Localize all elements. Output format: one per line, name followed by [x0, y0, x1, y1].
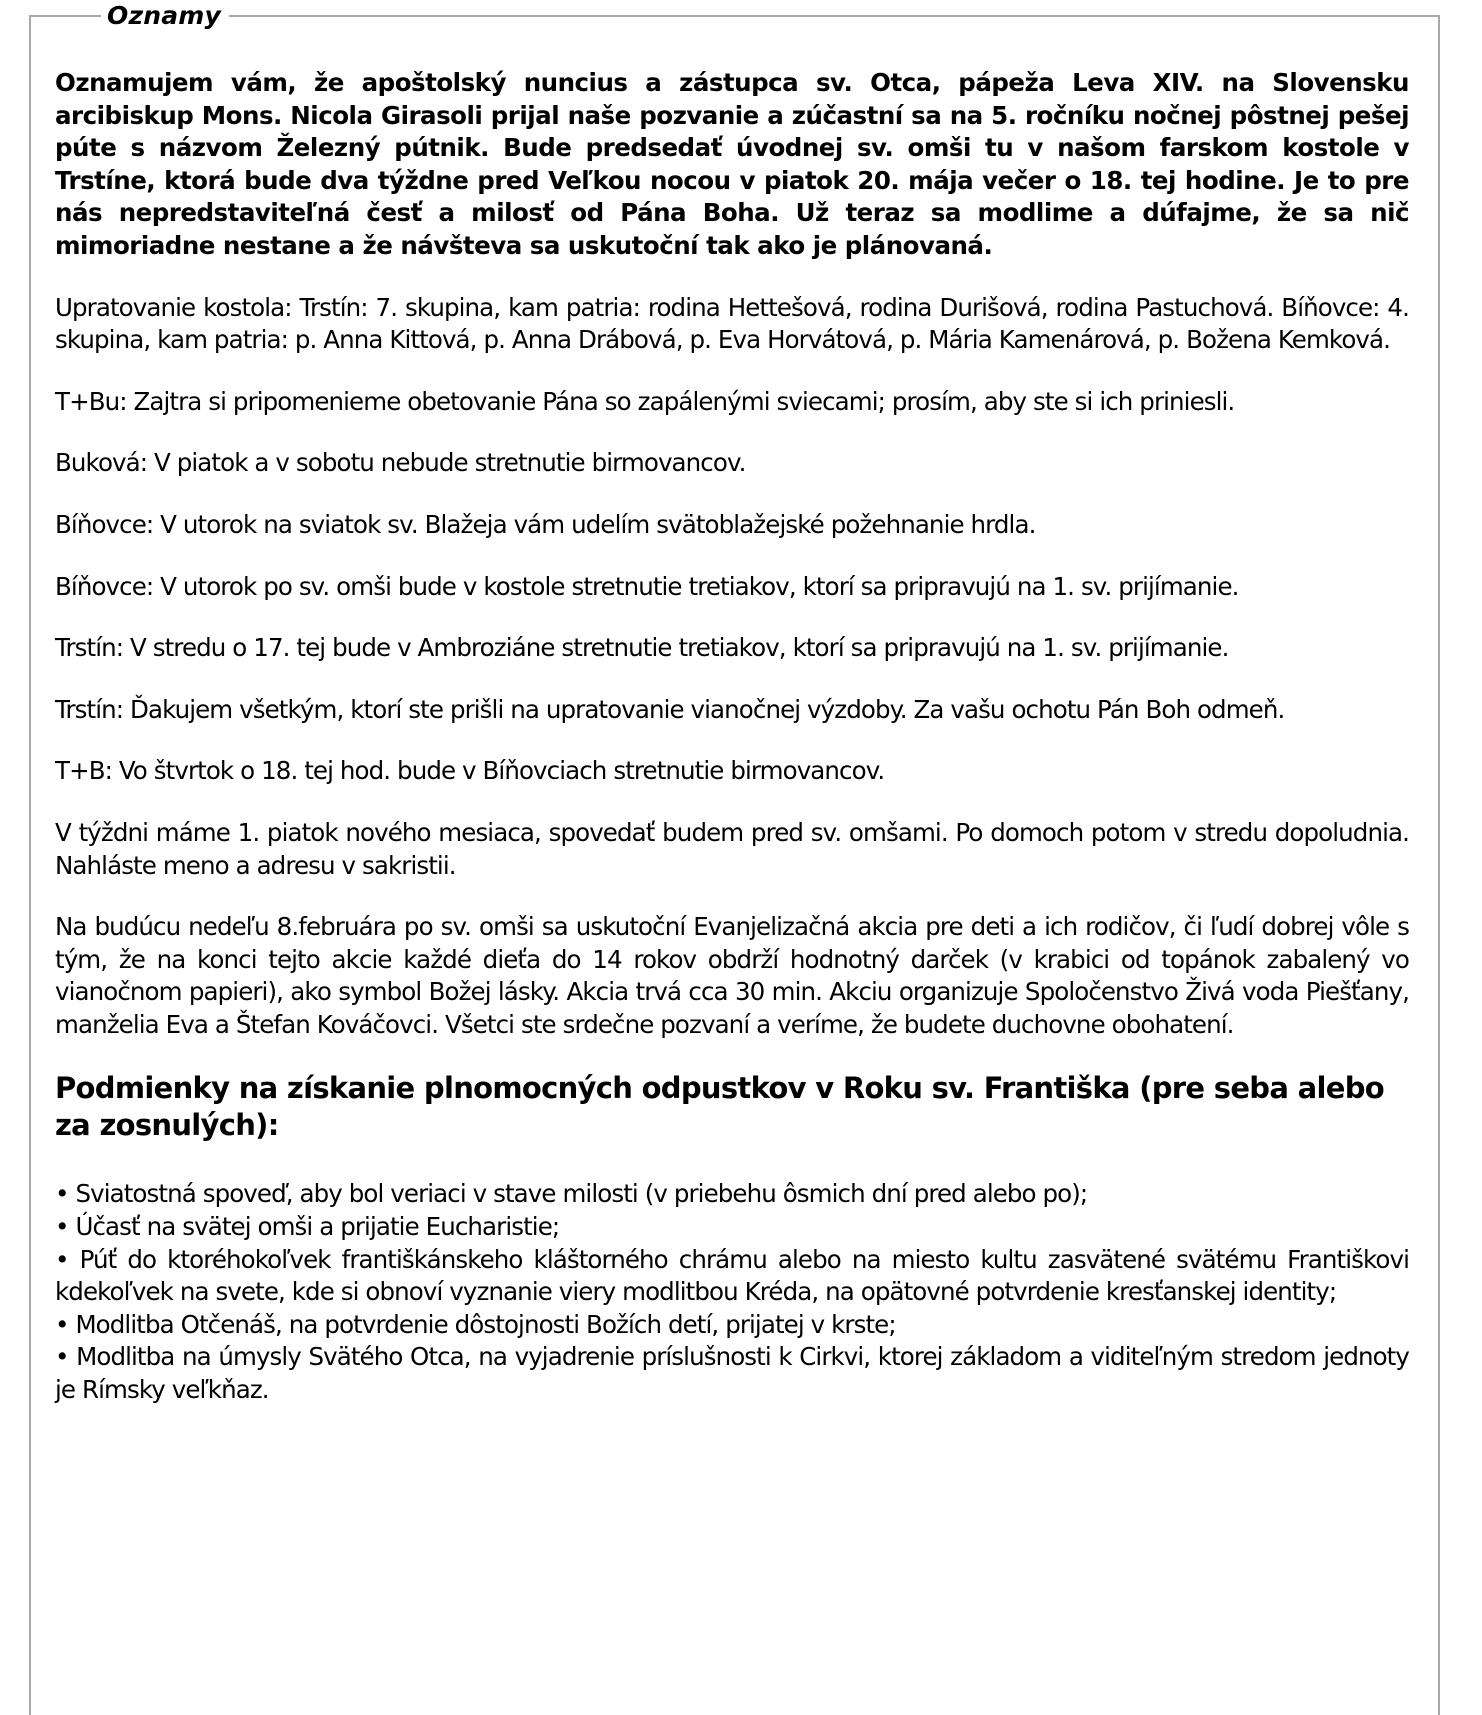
announcement-first-friday: V týždni máme 1. piatok nového mesiaca, spovedať budem pred sv. omšami. Po domoch potom v stredu dopoludnia. Nahláste meno a adresu v sakristii. [55, 817, 1409, 880]
announcement-thanks-decorations: Trstín: Ďakujem všetkým, ktorí ste prišli na upratovanie vianočnej výzdoby. Za vašu ochotu Pán Boh odmeň. [55, 694, 1285, 724]
indulgence-conditions-list [55, 1178, 1409, 1406]
announcement-confirmation-meeting: T+B: Vo štvrtok o 18. tej hod. bude v Bíňovciach stretnutie birmovancov. [55, 756, 885, 786]
section-legend: Oznamy [101, 0, 229, 32]
announcements-fieldset [29, 1, 1440, 1715]
indulgence-heading: Podmienky na získanie plnomocných odpustkov v Roku sv. Františka (pre seba alebo za zosnulých): [55, 1071, 1384, 1143]
announcement-presentation-of-lord: T+Bu: Zajtra si pripomenieme obetovanie Pána so zapálenými sviecami; prosím, aby ste si ich priniesli. [55, 386, 1235, 416]
announcement-confirmation-cancelled: Buková: V piatok a v sobotu nebude stretnutie birmovancov. [55, 448, 746, 478]
announcements-content [55, 67, 1409, 1407]
announcement-binovce-first-communion: Bíňovce: V utorok po sv. omši bude v kostole stretnutie tretiakov, ktorí sa pripravujú na 1. sv. prijímanie. [55, 571, 1239, 601]
indulgence-condition: • Sviatostná spoveď, aby bol veriaci v stave milosti (v priebehu ôsmich dní pred alebo po); [55, 1179, 1088, 1209]
announcement-trstin-first-communion: Trstín: V stredu o 17. tej bude v Ambroziáne stretnutie tretiakov, ktorí sa pripravujú na 1. sv. prijímanie. [55, 633, 1229, 663]
indulgence-condition: • Účasť na svätej omši a prijatie Eucharistie; [55, 1212, 560, 1242]
announcement-nuncio-visit: Oznamujem vám, že apoštolský nuncius a zástupca sv. Otca, pápeža Leva XIV. na Slovensku arcibiskup Mons. Nicola Girasoli prijal naše pozvanie a zúčastní sa na 5. ročníku nočnej pôstnej pešej púte s názvom Železný pútnik. Bude predsedať úvodnej sv. omši tu v našom farskom kostole v Trstíne, ktorá bude dva týždne pred Veľkou nocou v piatok 20. mája večer o 18. tej hodine. Je to pre nás nepredstaviteľná česť a milosť od Pána Boha. Už teraz sa modlime a dúfajme, že sa nič mimoriadne nestane a že návšteva sa uskutoční tak ako je plánovaná. [55, 68, 1409, 260]
indulgence-condition: • Modlitba Otčenáš, na potvrdenie dôstojnosti Božích detí, prijatej v krste; [55, 1309, 896, 1339]
announcement-blessing-of-throats: Bíňovce: V utorok na sviatok sv. Blažeja vám udelím svätoblažejské požehnanie hrdla. [55, 509, 1036, 539]
indulgence-condition: • Modlitba na úmysly Svätého Otca, na vyjadrenie príslušnosti k Cirkvi, ktorej základom a viditeľným stredom jednoty je Rímsky veľkňaz. [55, 1342, 1409, 1405]
announcement-church-cleaning: Upratovanie kostola: Trstín: 7. skupina, kam patria: rodina Hettešová, rodina Durišová, rodina Pastuchová. Bíňovce: 4. skupina, kam patria: p. Anna Kittová, p. Anna Drábová, p. Eva Horvátová, p. Mária Kamenárová, p. Božena Kemková. [55, 292, 1409, 355]
indulgence-condition: • Púť do ktoréhokoľvek františkánskeho kláštorného chrámu alebo na miesto kultu zasvätené svätému Františkovi kdekoľvek na svete, kde si obnoví vyznanie viery modlitbou Kréda, na opätovné potvrdenie kresťanskej identity; [55, 1244, 1409, 1307]
announcement-evangelization-event: Na budúcu nedeľu 8.februára po sv. omši sa uskutoční Evanjelizačná akcia pre deti a ich rodičov, či ľudí dobrej vôle s tým, že na konci tejto akcie každé dieťa do 14 rokov obdrží hodnotný darček (v krabici od topánok zabalený vo vianočnom papieri), ako symbol Božej lásky. Akcia trvá cca 30 min. Akciu organizuje Spoločenstvo Živá voda Piešťany, manželia Eva a Štefan Kováčovci. Všetci ste srdečne pozvaní a veríme, že budete duchovne obohatení. [55, 912, 1409, 1039]
